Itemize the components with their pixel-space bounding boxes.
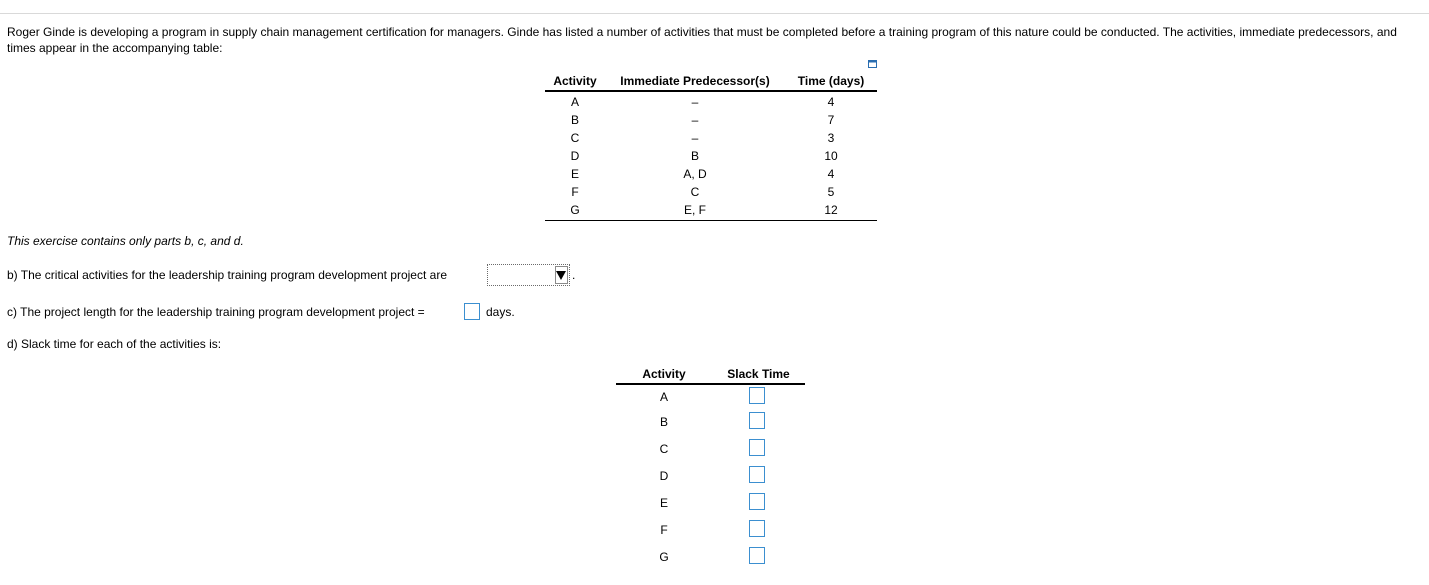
activity-cell: E — [570, 167, 579, 181]
predecessors-cell: – — [691, 95, 699, 109]
activity-table-body — [545, 92, 877, 221]
part-c-unit: days. — [486, 305, 515, 319]
slack-activity-label: C — [659, 442, 669, 456]
activity-cell: C — [570, 131, 580, 145]
activity-table-row — [545, 147, 877, 165]
predecessors-cell: A, D — [683, 167, 707, 181]
dropdown-button[interactable] — [555, 266, 568, 284]
time-cell: 4 — [827, 167, 835, 181]
activity-table-row — [545, 183, 877, 201]
part-b-question: b) The critical activities for the leadership training program development project are — [7, 268, 447, 282]
activity-table-header — [545, 72, 877, 92]
slack-table-row — [616, 466, 805, 486]
time-cell: 7 — [827, 113, 835, 127]
critical-activities-dropdown[interactable] — [487, 264, 570, 286]
slack-table-row — [616, 412, 805, 432]
activity-cell: F — [571, 185, 579, 199]
activity-table-row — [545, 129, 877, 147]
part-c-question: c) The project length for the leadership training program development project = — [7, 305, 425, 319]
slack-table-row — [616, 493, 805, 513]
top-divider — [0, 13, 1429, 14]
predecessors-cell: – — [691, 131, 699, 145]
slack-time-input[interactable] — [749, 520, 765, 537]
slack-activity-label: D — [659, 469, 669, 483]
slack-table-header — [616, 366, 805, 385]
activity-table-row — [545, 165, 877, 183]
slack-table-row — [616, 520, 805, 540]
header-predecessors: Immediate Predecessor(s) — [620, 74, 770, 88]
slack-table-row — [616, 439, 805, 459]
activity-table-row — [545, 93, 877, 111]
predecessors-cell: – — [691, 113, 699, 127]
copy-table-icon[interactable] — [868, 60, 877, 68]
slack-time-input[interactable] — [749, 493, 765, 510]
time-cell: 4 — [827, 95, 835, 109]
slack-header-activity: Activity — [642, 367, 686, 381]
slack-time-input[interactable] — [749, 466, 765, 483]
activity-table-row — [545, 201, 877, 219]
slack-time-input[interactable] — [749, 412, 765, 429]
slack-table-row — [616, 387, 805, 407]
slack-activity-label: E — [659, 496, 668, 510]
time-cell: 10 — [824, 149, 838, 163]
time-cell: 3 — [827, 131, 835, 145]
header-activity: Activity — [553, 74, 597, 88]
chevron-down-icon — [556, 271, 566, 280]
part-d-question: d) Slack time for each of the activities is: — [7, 337, 222, 351]
predecessors-cell: C — [690, 185, 700, 199]
slack-activity-label: B — [659, 415, 668, 429]
part-b-period: . — [572, 268, 576, 282]
header-time: Time (days) — [797, 74, 865, 88]
time-cell: 12 — [824, 203, 838, 217]
problem-statement: Roger Ginde is developing a program in supply chain management certification for managers. Ginde has listed a number of activities that must be completed before a training program of this nature could be conducted. The activities, immediate predecessors, and times appear in the accompanying table: — [7, 25, 1397, 55]
project-length-input[interactable] — [464, 303, 480, 320]
predecessors-cell: E, F — [683, 203, 706, 217]
slack-activity-label: A — [659, 390, 668, 404]
activity-table-row — [545, 111, 877, 129]
time-cell: 5 — [827, 185, 835, 199]
slack-table-row — [616, 547, 805, 567]
slack-header-slack: Slack Time — [727, 367, 790, 381]
slack-time-input[interactable] — [749, 439, 765, 456]
slack-activity-label: G — [659, 550, 669, 564]
activity-cell: A — [570, 95, 579, 109]
activity-cell: G — [570, 203, 580, 217]
slack-time-input[interactable] — [749, 547, 765, 564]
slack-time-input[interactable] — [749, 387, 765, 404]
activity-cell: D — [570, 149, 580, 163]
activity-cell: B — [570, 113, 579, 127]
activity-table — [545, 72, 877, 221]
slack-activity-label: F — [660, 523, 668, 537]
exercise-note: This exercise contains only parts b, c, and d. — [7, 234, 244, 248]
slack-table — [616, 366, 805, 564]
predecessors-cell: B — [690, 149, 699, 163]
